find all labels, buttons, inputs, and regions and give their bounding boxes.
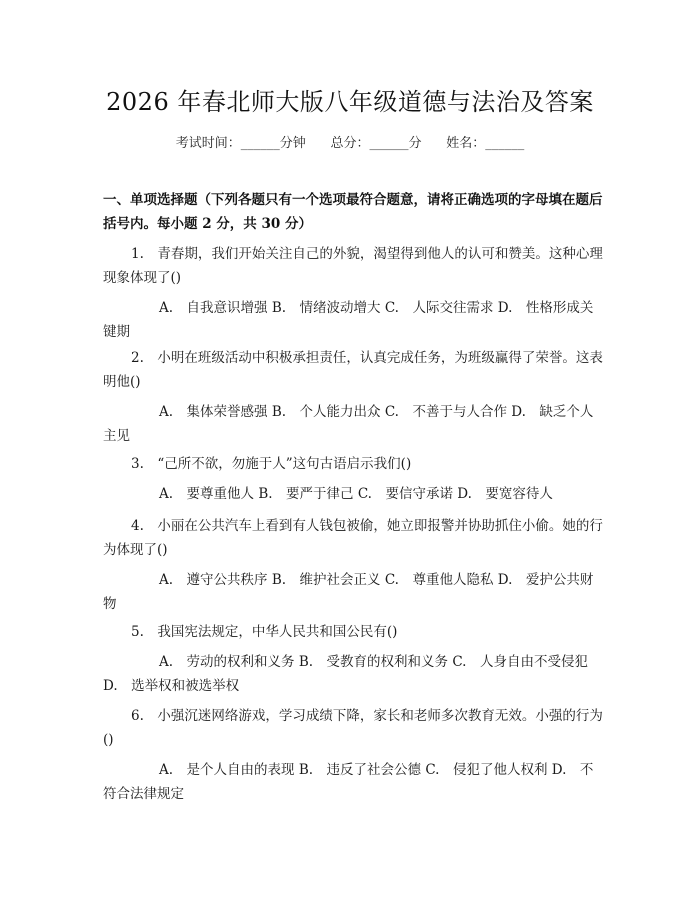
- question-stem: 3. “己所不欲，勿施于人”这句古语启示我们(): [131, 456, 412, 472]
- question-options: A. 遵守公共秩序 B. 维护社会正义 C. 尊重他人隐私 D. 爱护公共财物: [103, 572, 594, 612]
- question-stem: 5. 我国宪法规定，中华人民共和国公民有(): [131, 624, 398, 640]
- question-options: A. 是个人自由的表现 B. 违反了社会公德 C. 侵犯了他人权利 D. 不符合法律规定: [103, 762, 594, 802]
- question-options: A. 劳动的权利和义务 B. 受教育的权利和义务 C. 人身自由不受侵犯 D. 选举权和被选举权: [103, 654, 588, 694]
- question-stem: 2. 小明在班级活动中积极承担责任，认真完成任务，为班级赢得了荣誉。这表明他(): [103, 350, 603, 390]
- question-stem: 4. 小丽在公共汽车上看到有人钱包被偷，她立即报警并协助抓住小偷。她的行为体现了(): [103, 518, 603, 558]
- exam-info-line: 考试时间：______分钟 总分：______分 姓名：______: [175, 136, 525, 151]
- section-heading: 一、单项选择题（下列各题只有一个选项最符合题意，请将正确选项的字母填在题后括号内。每小题 2 分，共 30 分）: [103, 192, 603, 232]
- page-title: 2026 年春北师大版八年级道德与法治及答案: [106, 88, 594, 116]
- question-options: A. 自我意识增强 B. 情绪波动增大 C. 人际交往需求 D. 性格形成关键期: [103, 300, 594, 340]
- question-options: A. 集体荣誉感强 B. 个人能力出众 C. 不善于与人合作 D. 缺乏个人主见: [103, 404, 594, 444]
- question-options: A. 要尊重他人 B. 要严于律己 C. 要信守承诺 D. 要宽容待人: [159, 486, 553, 502]
- question-stem: 6. 小强沉迷网络游戏，学习成绩下降，家长和老师多次教育无效。小强的行为(): [103, 708, 603, 748]
- question-stem: 1. 青春期，我们开始关注自己的外貌，渴望得到他人的认可和赞美。这种心理现象体现了(): [103, 246, 603, 286]
